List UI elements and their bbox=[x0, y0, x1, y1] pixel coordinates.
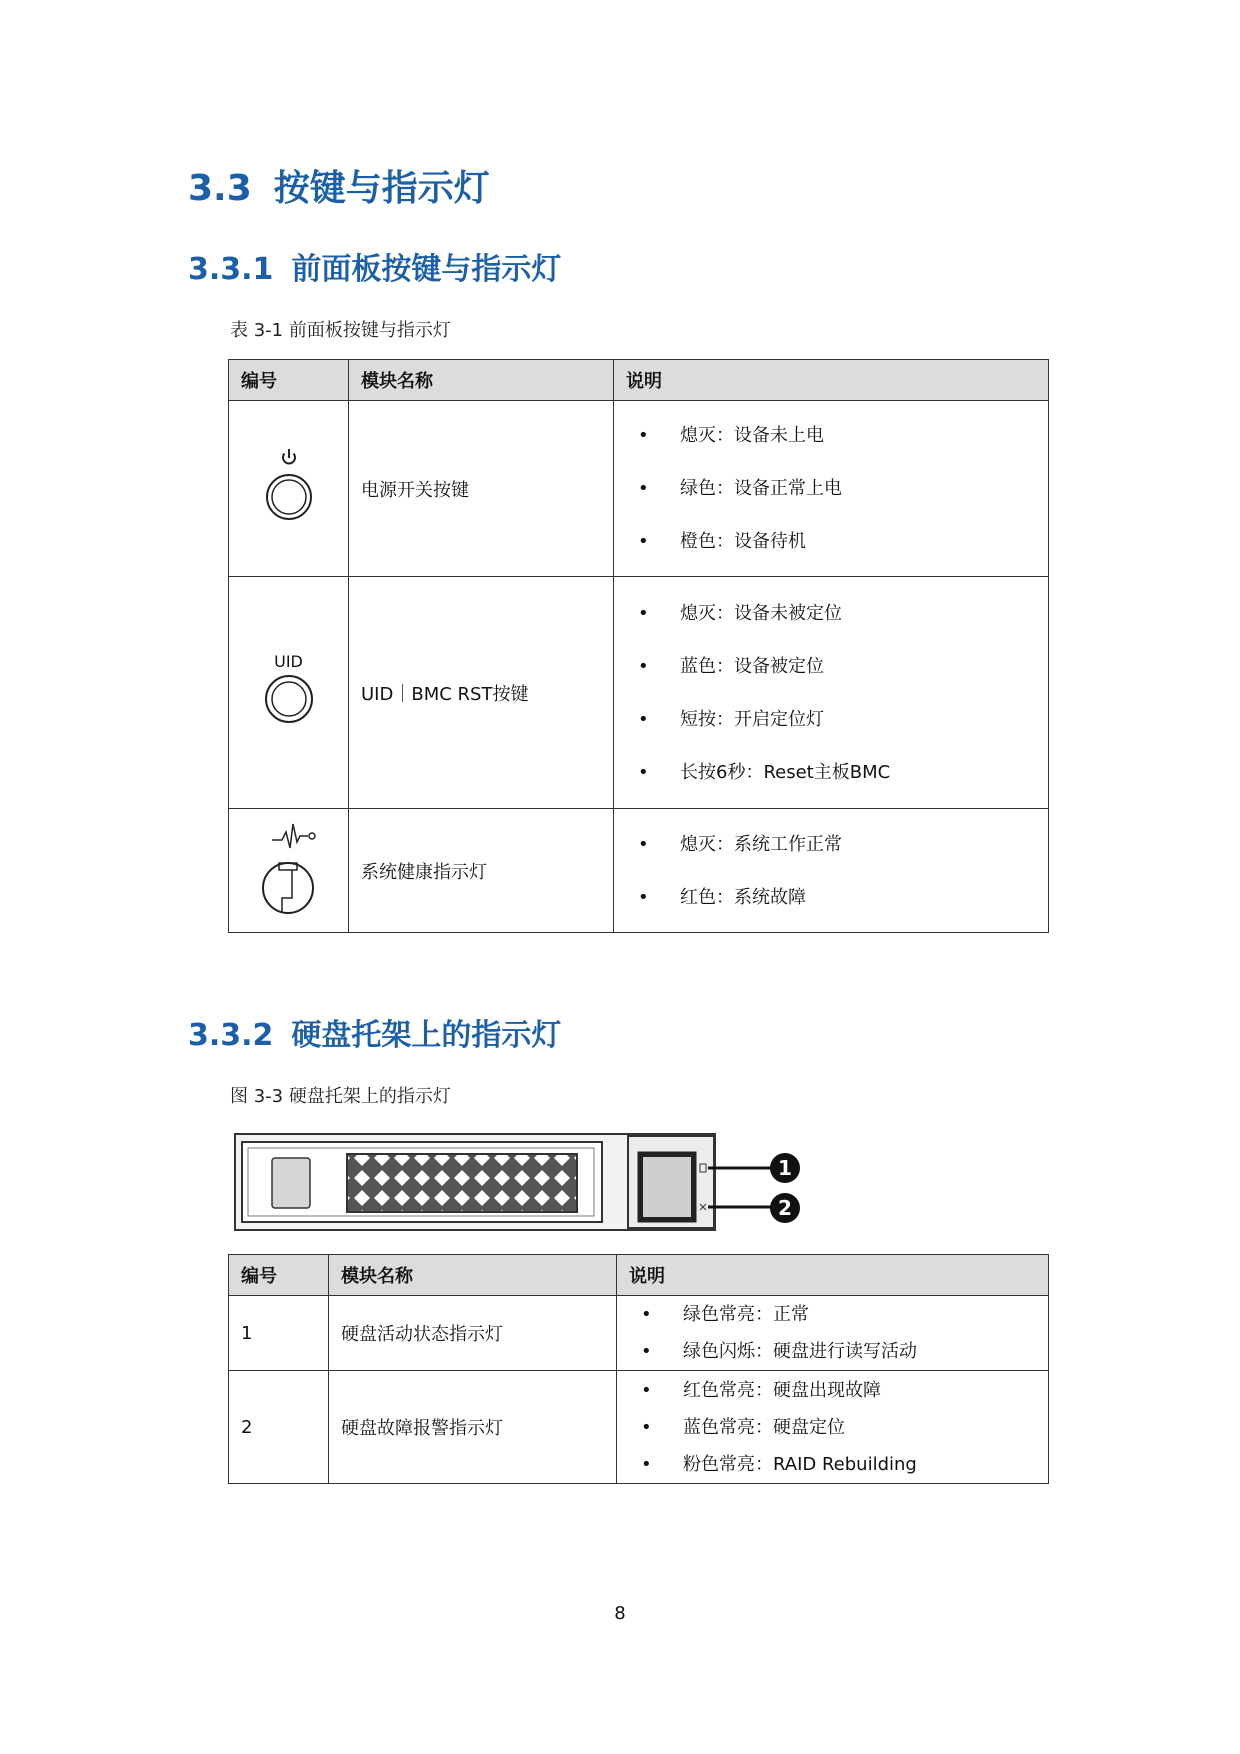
uid-button-circle bbox=[261, 671, 317, 727]
power-button-icon bbox=[259, 446, 319, 526]
table-row bbox=[229, 577, 1049, 809]
list-item: • 绿色闪烁：硬盘进行读写活动 bbox=[629, 1333, 1036, 1370]
health-indicator-icon bbox=[254, 818, 324, 918]
icon-cell bbox=[229, 809, 349, 933]
subsection-number: 3.3.1 bbox=[188, 252, 274, 287]
module-name: 系统健康指示灯 bbox=[349, 809, 614, 933]
callout-2: 2 bbox=[778, 1196, 792, 1220]
list-item: • 蓝色：设备被定位 bbox=[626, 640, 1036, 693]
header-desc: 说明 bbox=[614, 360, 1049, 401]
list-item: • 熄灭：系统工作正常 bbox=[626, 818, 1036, 871]
subsection-heading-2 bbox=[188, 1010, 561, 1054]
section-title: 按键与指示灯 bbox=[273, 168, 490, 209]
list-item: • 熄灭：设备未上电 bbox=[626, 409, 1036, 462]
list-item: • 蓝色常亮：硬盘定位 bbox=[629, 1409, 1036, 1446]
icon-cell bbox=[229, 577, 349, 809]
subsection-number: 3.3.2 bbox=[188, 1018, 274, 1053]
module-name: 硬盘活动状态指示灯 bbox=[329, 1296, 617, 1371]
list-item: • 红色常亮：硬盘出现故障 bbox=[629, 1372, 1036, 1409]
desc-cell bbox=[617, 1371, 1049, 1484]
table-row bbox=[229, 401, 1049, 577]
desc-cell bbox=[614, 401, 1049, 577]
header-module: 模块名称 bbox=[349, 360, 614, 401]
list-item: • 长按6秒：Reset主板BMC bbox=[626, 746, 1036, 799]
module-name: 硬盘故障报警指示灯 bbox=[329, 1371, 617, 1484]
subsection-title: 前面板按键与指示灯 bbox=[291, 252, 562, 287]
uid-button-icon bbox=[261, 653, 317, 732]
desc-cell bbox=[614, 809, 1049, 933]
header-id: 编号 bbox=[229, 360, 349, 401]
list-item: • 粉色常亮：RAID Rebuilding bbox=[629, 1446, 1036, 1483]
icon-cell bbox=[229, 401, 349, 577]
desc-cell bbox=[617, 1296, 1049, 1371]
header-module: 模块名称 bbox=[329, 1255, 617, 1296]
module-name: UID｜BMC RST按键 bbox=[349, 577, 614, 809]
subsection-title: 硬盘托架上的指示灯 bbox=[291, 1018, 562, 1053]
callout-1: 1 bbox=[778, 1156, 792, 1180]
list-item: • 熄灭：设备未被定位 bbox=[626, 587, 1036, 640]
header-desc: 说明 bbox=[617, 1255, 1049, 1296]
front-panel-table bbox=[228, 359, 1049, 933]
page-number: 8 bbox=[614, 1603, 626, 1624]
desc-cell bbox=[614, 577, 1049, 809]
uid-label: UID bbox=[274, 652, 303, 671]
table-row bbox=[229, 809, 1049, 933]
section-heading bbox=[188, 160, 490, 211]
row-id: 2 bbox=[229, 1371, 329, 1484]
table-row bbox=[229, 1371, 1049, 1484]
drive-indicator-table bbox=[228, 1254, 1049, 1484]
list-item: • 红色：系统故障 bbox=[626, 871, 1036, 924]
subsection-heading-1 bbox=[188, 244, 561, 288]
figure-caption: 图 3-3 硬盘托架上的指示灯 bbox=[230, 1086, 451, 1107]
table-row bbox=[229, 1296, 1049, 1371]
list-item: • 橙色：设备待机 bbox=[626, 515, 1036, 568]
table-caption: 表 3-1 前面板按键与指示灯 bbox=[230, 320, 451, 341]
row-id: 1 bbox=[229, 1296, 329, 1371]
list-item: • 绿色常亮：正常 bbox=[629, 1296, 1036, 1333]
section-number: 3.3 bbox=[188, 168, 252, 209]
list-item: • 短按：开启定位灯 bbox=[626, 693, 1036, 746]
list-item: • 绿色：设备正常上电 bbox=[626, 462, 1036, 515]
drive-tray-illustration bbox=[232, 1128, 822, 1238]
module-name: 电源开关按键 bbox=[349, 401, 614, 577]
header-id: 编号 bbox=[229, 1255, 329, 1296]
